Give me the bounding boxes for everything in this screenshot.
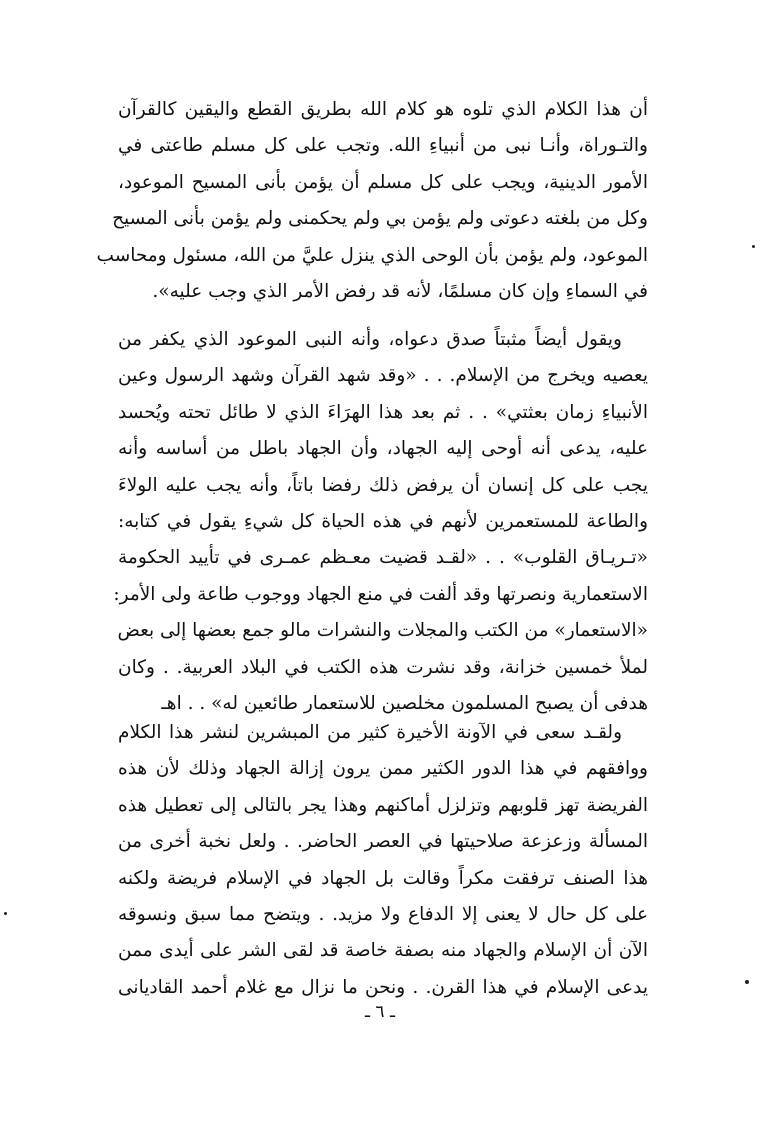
text-line: يعصيه ويخرج من الإسلام. . . «وقد شهد القرآن وشهد الرسول وعين [118, 365, 648, 387]
text-line: لملأ خمسين خزانة، وقد نشرت هذه الكتب في البلاد العربية. . وكان [118, 656, 648, 678]
text-line: وكل من بلغته دعوتى ولم يؤمن بي ولم يحكمنى ولم يؤمن بأنى المسيح [112, 208, 648, 230]
text-line: «تـريـاق القلوب» . . «لقـد قضيت معـظم عمـرى في تأييد الحكومة [118, 547, 648, 569]
text-line: على كل حال لا يعنى إلا الدفاع ولا مزيد. . ويتضح مما سبق ونسوقه [118, 904, 648, 926]
text-line: الآن أن الإسلام والجهاد منه بصفة خاصة قد لقى الشر على أيدى ممن [118, 940, 648, 962]
paragraph-1 [96, 92, 648, 310]
page-number: ـ ٦ ـ [365, 1002, 395, 1022]
text-line: الأنبياءِ زمان بعثتي» . . ثم بعد هذا الهرَاءَ الذي لا طائل تحته ويُحسد [118, 401, 648, 423]
text-line: في السماءِ وإن كان مسلمًا، لأنه قد رفض الأمر الذي وجب عليه». [152, 281, 648, 303]
text-line: الأمور الدينية، ويجب على كل مسلم أن يؤمن بأنى المسيح الموعود، [118, 171, 648, 193]
text-line: ولقـد سعى في الآونة الأخيرة كثير من المبشرين لنشر هذا الكلام [118, 722, 622, 743]
text-line: هدفى أن يصبح المسلمون مخلصين للاستعمار طائعين له» . . اهـ [161, 693, 648, 715]
text-line: هذا الصنف ترفقت مكراً وقالت بل الجهاد في الإسلام فريضة ولكنه [118, 867, 648, 889]
text-line: الموعود، ولم يؤمن بأن الوحى الذي ينزل عليَّ من الله، مسئول ومحاسب [96, 244, 648, 266]
paragraph-3 [118, 715, 648, 1006]
text-line: والتـوراة، وأنـا نبى من أنبياءِ الله. وتجب على كل مسلم طاعتى في [118, 135, 648, 157]
text-line: عليه، يدعى أنه أوحى إليه الجهاد، وأن الجهاد باطل من أساسه وأنه [118, 438, 648, 460]
text-line: يجب على كل إنسان أن يرفض ذلك رفضا باتاً، وأنه يجب عليه الولاءَ [118, 474, 648, 496]
text-line: ووافقهم في هذا الدور الكثير ممن يرون إزالة الجهاد وذلك لأن هذه [118, 758, 648, 780]
paragraph-2 [113, 322, 648, 722]
text-line: المسألة وزعزعة صلاحيتها في العصر الحاضر. . ولعل نخبة أخرى من [118, 831, 648, 853]
text-line: والطاعة للمستعمرين لأنهم في هذه الحياة كل شيءِ يقول في كتابه: [118, 511, 648, 533]
scan-speck [745, 980, 749, 984]
text-line: يدعى الإسلام في هذا القرن. . ونحن ما نزال مع غلام أحمد القاديانى [118, 976, 648, 998]
text-line: «الاستعمار» من الكتب والمجلات والنشرات مالو جمع بعضها إلى بعض [117, 620, 648, 642]
text-line: الاستعمارية ونصرتها وقد ألفت في منع الجهاد ووجوب طاعة ولى الأمر: [113, 583, 648, 605]
scan-speck [4, 912, 7, 915]
scan-speck [752, 245, 755, 248]
text-line: أن هذا الكلام الذي تلوه هو كلام الله بطريق القطع واليقين كالقرآن [118, 99, 648, 120]
text-line: ويقول أيضاً مثبتاً صدق دعواه، وأنه النبى الموعود الذي يكفر من [118, 329, 622, 350]
text-line: الفريضة تهز قلوبهم وتزلزل أماكنهم وهذا يجر بالتالى إلى تعطيل هذه [118, 794, 648, 816]
